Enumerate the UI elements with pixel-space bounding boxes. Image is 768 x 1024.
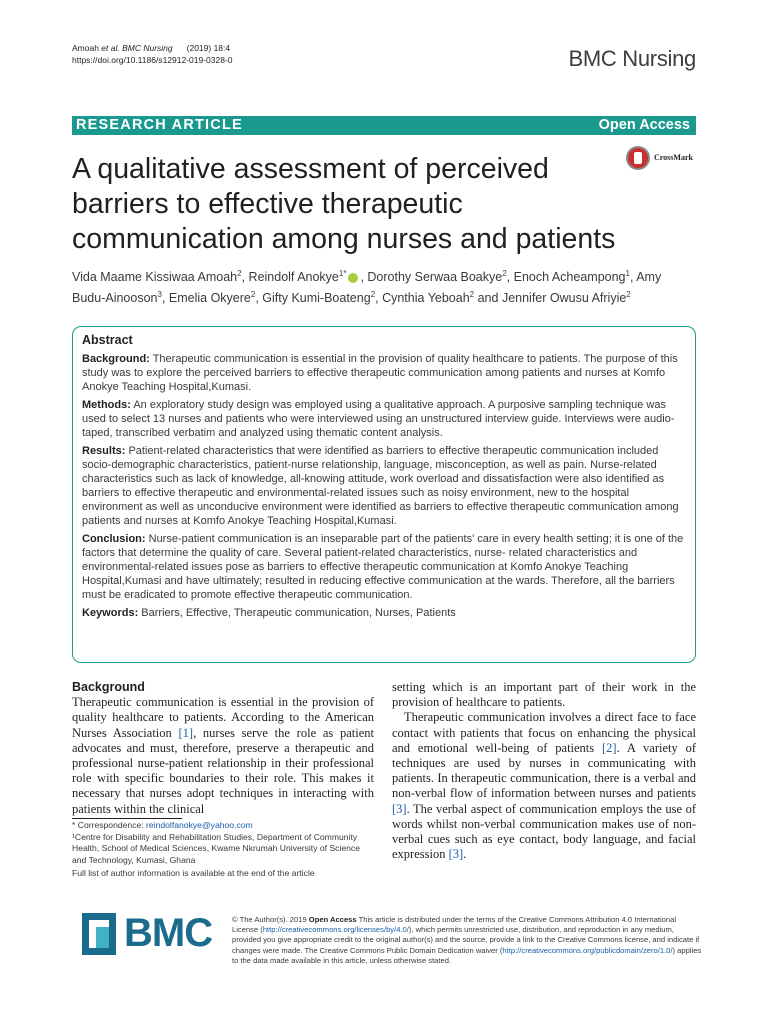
author-affiliation: 2 [502,269,507,278]
orcid-icon[interactable] [348,273,358,283]
author-name: Vida Maame Kissiwaa Amoah [72,270,238,285]
bmc-logo [82,913,222,963]
body-paragraph: Therapeutic communication involves a direct face to face contact with patients that focus on enhancing the physical and emotional well-being of patients [2]. A variety of techniques are used by nurses in communicating with patients. In therapeutic communication, there is a verbal and non-verbal flow of information between nurses and patients [3]. The verbal aspect of communication employs the use of words whilst non-verbal communication makes use of non-verbal cues such as eye contact, body language, and facial expression [3]. [392,710,696,862]
article-title: A qualitative assessment of perceived barriers to effective therapeutic communication among nurses and patients [72,153,616,255]
author-name: Dorothy Serwaa Boakye [367,270,503,285]
abstract-box [72,326,696,663]
author-separator: , [629,270,637,285]
author-affiliation: 2 [370,290,376,300]
body-column-left [72,680,374,817]
body-paragraph: setting which is an important part of their work in the provision of healthcare to patients. [392,680,696,710]
license-link-cc0[interactable]: http://creativecommons.org/publicdomain/zero/1.0/ [502,945,673,955]
citation-year: (2019) 18:4 [186,43,231,53]
citation-ref-3b[interactable]: [3] [448,847,464,862]
affiliation-1: ¹Centre for Disability and Rehabilitation Studies, Department of Community Health, School of Medical Sciences, Kwame Nkrumah University of Science and Technology, Kumasi, Ghana [72,831,361,865]
author-separator: , [255,291,263,306]
abstract-conclusion: Conclusion: Nurse-patient communication is an inseparable part of the patients' care in every health setting; it is one of the factors that determine the quality of care. Several patient-related characteristics, nurse- related characteristics and environmental-related issues pose as barriers to effective therapeutic communication at Komfo Anokye Teaching Hospital,Kumasi and have ultimately; resulted in reducing effective communication at the wards. Therefore, all the barriers must be eradicated to promote effective therapeutic communication. [82,533,684,601]
abstract-results: Results: Patient-related characteristics that were identified as barriers to effective therapeutic communication included socio-demographic characteristics, patient-nurse relationship, language, misconception, as well as pain. Nurse-related characteristics such as lack of knowledge, all-knowing attitude, work overload and dissatisfaction were also identified as barriers to effective therapeutic and environmental-related issues such as noisy environment, new to the hospital environment as well as unconducive environment were identified as barriers to effective therapeutic communication among patients and nurses at Komfo Anokye Teaching Hospital,Kumasi. [82,445,679,527]
article-type-banner [72,116,696,135]
author-separator: and [474,291,502,306]
abstract-heading: Abstract [82,333,133,347]
author-list [72,265,696,307]
license-link-cc-by[interactable]: http://creativecommons.org/licenses/by/4.0/ [262,925,409,935]
author-name: Enoch Acheampong [513,270,626,285]
citation-header [72,42,233,66]
bmc-logo-icon [82,913,116,955]
correspondence: * Correspondence: reindolfanokye@yahoo.com [72,820,253,830]
author-name: Jennifer Owusu Afriyie [501,291,627,306]
crossmark-badge[interactable] [626,146,696,174]
citation-ref-1[interactable]: [1] [178,725,194,740]
article-type: RESEARCH ARTICLE [76,117,243,133]
correspondence-email[interactable]: reindolfanokye@yahoo.com [146,820,253,830]
author-affiliation: 2 [250,290,256,300]
crossmark-label: CrossMark [654,153,693,162]
author-affiliation: 2 [237,269,242,278]
citation-ref-3[interactable]: [3] [392,801,407,816]
doi-link[interactable]: https://doi.org/10.1186/s12912-019-0328-0 [72,55,233,65]
full-author-info-note: Full list of author information is available at the end of the article [72,868,315,879]
journal-name: BMC Nursing [568,46,696,71]
abstract-methods: Methods: An exploratory study design was employed using a qualitative approach. A purposive sampling technique was used to select 13 nurses and patients who were interviewed using an unstructured interview guide. Interviews were audio-taped, transcribed verbatim and analyzed using thematic content analysis. [82,399,675,439]
citation-line: Amoah et al. BMC Nursing (2019) 18:4 [72,43,231,53]
body-column-right [392,680,696,862]
author-separator: , [506,270,514,285]
author-affiliation: 2 [469,290,475,300]
author-name: Amy Budu-Ainooson [72,270,662,306]
footnotes [72,820,374,880]
open-access-label: Open Access [598,117,690,133]
author-separator: , [161,291,169,306]
author-affiliation: 2 [626,290,631,300]
author-separator: , [360,270,368,285]
author-affiliation: 1 [625,269,630,278]
author-name: Gifty Kumi-Boateng [262,291,371,306]
abstract-keywords: Keywords: Barriers, Effective, Therapeutic communication, Nurses, Patients [82,607,456,619]
author-separator: , [241,270,249,285]
author-separator: , [375,291,383,306]
author-affiliation: 1* [338,269,347,278]
citation-ref-2[interactable]: [2] [602,740,617,755]
author-name: Cynthia Yeboah [382,291,470,306]
author-affiliation: 3 [157,290,162,300]
bmc-logo-text: BMC [124,911,213,955]
body-paragraph: Therapeutic communication is essential in the provision of quality healthcare to patients. According to the American Nurses Association [1], nurses serve the role as patient advocates and must, therefore, preserve a therapeutic and professional nurse-patient relationship in their professional role with specific boundaries to their role. This makes it necessary that nurses adopt techniques in interacting with patients within the clinical [72,695,374,816]
abstract-background: Background: Therapeutic communication is essential in the provision of quality healthcare to patients. The purpose of this study was to explore the perceived barriers to effective therapeutic communication among patients and nurses at Komfo Anokye Teaching Hospital,Kumasi. [82,353,678,393]
footnote-divider [72,818,182,819]
author-name: Reindolf Anokye [248,270,339,285]
author-name: Emelia Okyere [168,291,251,306]
section-heading-background: Background [72,680,145,694]
license-statement: © The Author(s). 2019 Open Access This article is distributed under the terms of the Creative Commons Attribution 4.0 International License (http://creativecommons.org/licenses/by/4.0/), which permits unrestricted use, distribution, and reproduction in any medium, provided you give appropriate credit to the original author(s) and the source, provide a link to the Creative Commons license, and indicate if changes were made. The Creative Commons Public Domain Dedication waiver (http://creativecommons.org/publicdomain/zero/1.0/) applies to the data made available in this article, unless otherwise stated. [232,915,702,965]
